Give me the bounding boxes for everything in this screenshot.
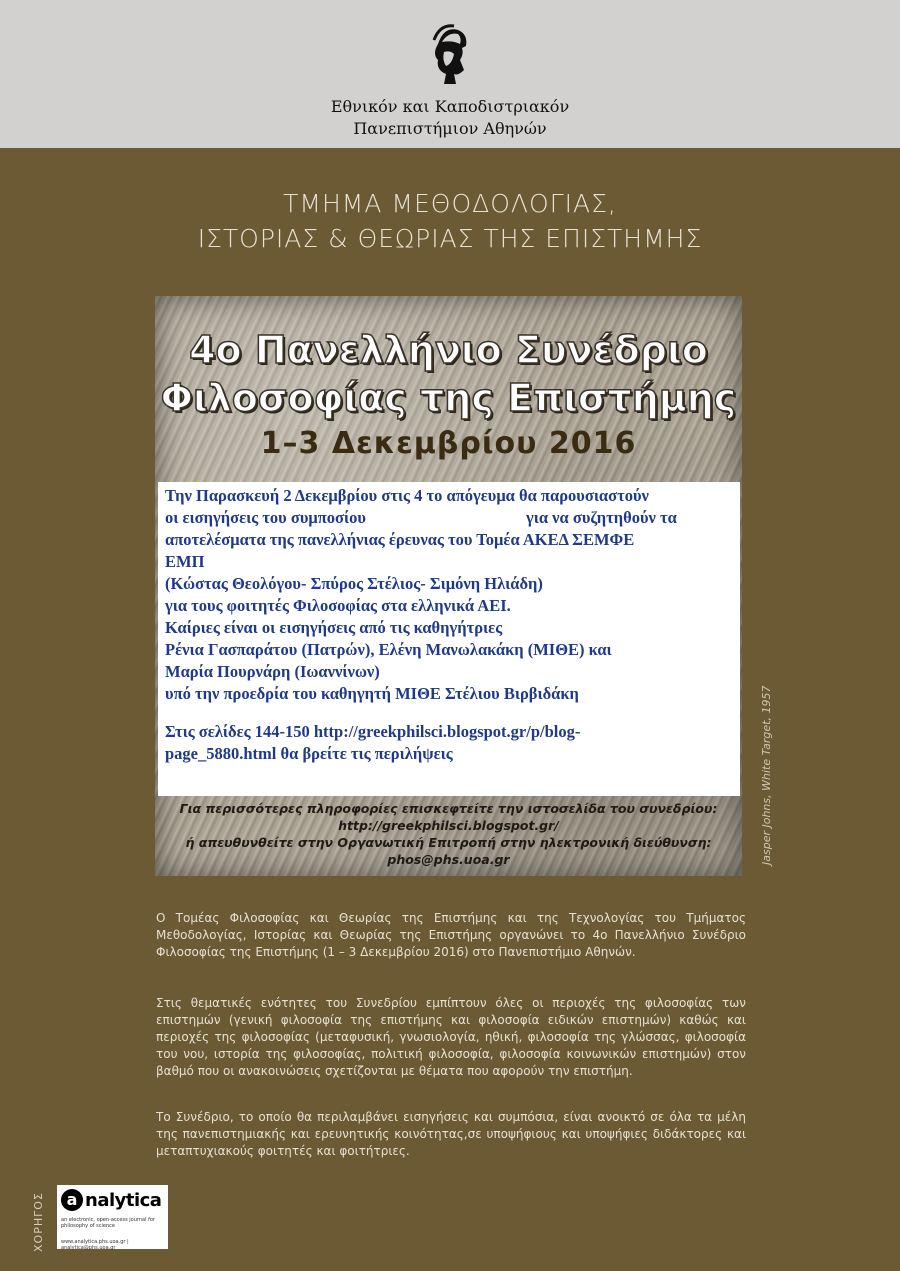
notice-line: για τους φοιτητές Φιλοσοφίας στα ελληνικά ΑΕΙ.: [165, 596, 511, 615]
notice-line: οι εισηγήσεις του συμποσίου: [165, 508, 366, 527]
department-line1: ΤΜΗΜΑ ΜΕΘΟΔΟΛΟΓΙΑΣ,: [283, 189, 617, 218]
notice-line: Μαρία Πουρνάρη (Ιωαννίνων): [165, 662, 380, 681]
university-header: [0, 0, 900, 148]
notice-line: αποτελέσματα της πανελλήνιας έρευνας του Τομέα ΑΚΕΔ ΣΕΜΦΕ: [165, 530, 635, 549]
department-line2: ΙΣΤΟΡΙΑΣ & ΘΕΩΡΙΑΣ ΤΗΣ ΕΠΙΣΤΗΜΗΣ: [197, 224, 703, 253]
notice-line: Καίριες είναι οι εισηγήσεις από τις καθηγήτριες: [165, 618, 503, 637]
analytica-footer: www.analytica.phs.uoa.gr | analytica@phs.uoa.gr: [61, 1239, 129, 1251]
poster-info-line1: Για περισσότερες πληροφορίες επισκεφτείτε την ιστοσελίδα του συνεδρίου:: [179, 801, 718, 816]
notice-line: Ρένια Γασπαράτου (Πατρών), Ελένη Μανωλακάκη (ΜΙΘΕ) και: [165, 640, 612, 659]
notice-line: page_5880.html θα βρείτε τις περιλήψεις: [165, 744, 453, 763]
university-name-line1: Εθνικόν και Καποδιστριακόν: [330, 97, 570, 116]
poster-title-line1: 4ο Πανελλήνιο Συνέδριο: [189, 328, 708, 372]
athena-crest-icon: [424, 24, 476, 90]
poster-date: 1–3 Δεκεμβρίου 2016: [260, 426, 637, 461]
notice-line: ΕΜΠ: [165, 552, 205, 571]
analytica-logo[interactable]: [57, 1185, 168, 1249]
poster-info-line3: ή απευθυνθείτε στην Οργανωτική Επιτροπή στην ηλεκτρονική διεύθυνση:: [185, 835, 712, 850]
notice-line: (Κώστας Θεολόγου- Σπύρος Στέλιος- Σιμόνη Ηλιάδη): [165, 574, 543, 593]
poster-info-email: phos@phs.uoa.gr: [387, 852, 510, 867]
analytica-tagline: an electronic, open-access journal for philosophy of science: [61, 1217, 155, 1229]
notice-line: Την Παρασκευή 2 Δεκεμβρίου στις 4 το απόγευμα θα παρουσιαστούν: [165, 486, 649, 505]
notice-abstracts-link[interactable]: Στις σελίδες 144-150 http://greekphilsci.blogspot.gr/p/blog-: [165, 722, 581, 741]
notice-line: για να συζητηθούν τα: [526, 508, 677, 527]
poster-info-url: http://greekphilsci.blogspot.gr/: [338, 818, 559, 833]
body-paragraph-1: Ο Τομέας Φιλοσοφίας και Θεωρίας της Επιστήμης και της Τεχνολογίας του Τμήματος Μεθοδολογίας, Ιστορίας και Θεωρίας της Επιστήμης οργανώνει το 4ο Πανελλήνιο Συνέδριο Φιλοσοφίας της Επιστήμης (1 – 3 Δεκεμβρίου 2016) στο Πανεπιστήμιο Αθηνών.: [156, 911, 746, 959]
university-name-line2: Πανεπιστήμιον Αθηνών: [353, 119, 547, 138]
body-paragraph-2: Στις θεματικές ενότητες του Συνεδρίου εμπίπτουν όλες οι περιοχές της φιλοσοφίας των επιστημών (γενική φιλοσοφία της επιστήμης και φιλοσοφία ειδικών επιστημών) καθώς και περιοχές της φιλοσοφίας (μεταφυσική, γνωσιολογία, ηθική, φιλοσοφία της γλώσσας, φιλοσοφία του νου, ιστορία της φιλοσοφίας, πολιτική φιλοσοφία, φιλοσοφία κοινωνικών επιστημών) στον βαθμό που οι ανακοινώσεις σχετίζονται με θέματα που αφορούν την επιστήμη.: [156, 996, 746, 1078]
poster-title-line2: Φιλοσοφίας της Επιστήμης: [160, 376, 737, 420]
analytica-mark-icon: a: [61, 1189, 83, 1211]
artwork-credit: Jasper Johns, White Target, 1957: [760, 685, 773, 865]
analytica-wordmark: nalytica: [85, 1190, 162, 1211]
notice-line: υπό την προεδρία του καθηγητή ΜΙΘΕ Στέλιου Βιρβιδάκη: [165, 684, 579, 703]
body-paragraph-3: Το Συνέδριο, το οποίο θα περιλαμβάνει εισηγήσεις και συμπόσια, είναι ανοικτό σε όλα τα μέλη της πανεπιστημιακής και ερευνητικής κοινότητας,σε υποψήφιους και υποψήφιες διδάκτορες και μεταπτυχιακούς φοιτητές και φοιτήτριες.: [156, 1110, 746, 1158]
sponsor-label: ΧΟΡΗΓΟΣ: [32, 1192, 45, 1252]
symposium-notice: [158, 482, 740, 796]
